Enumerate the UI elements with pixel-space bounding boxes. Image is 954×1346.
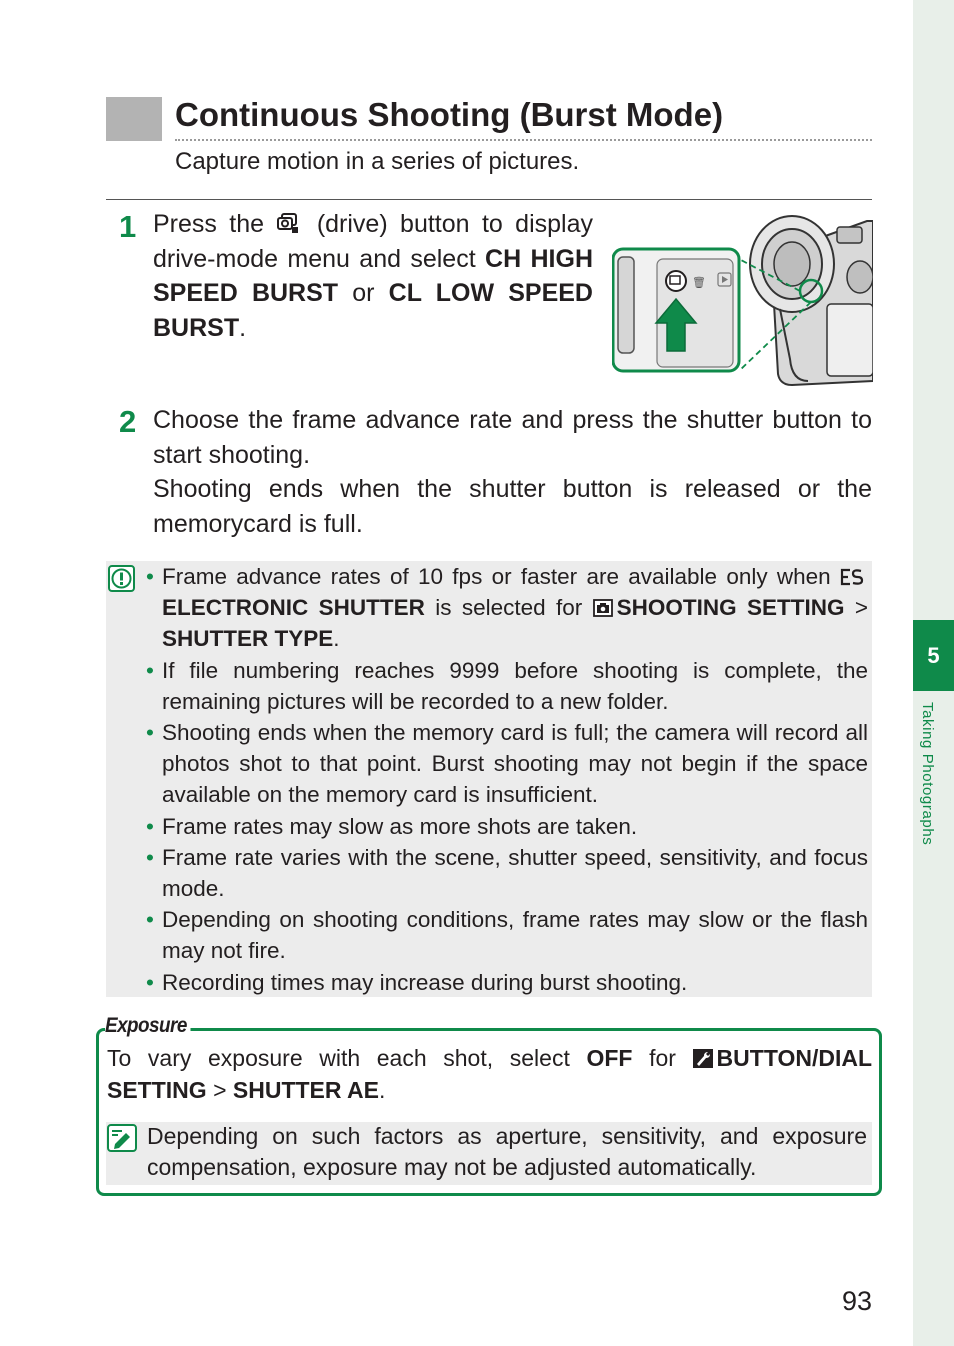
caution-item-text: is selected for bbox=[435, 595, 583, 621]
exposure-text bbox=[107, 1042, 872, 1106]
exposure-heading: Exposure bbox=[105, 1013, 190, 1039]
page-subtitle: Capture motion in a series of pictures. bbox=[175, 148, 580, 175]
caution-icon bbox=[108, 565, 135, 592]
off-label: OFF bbox=[586, 1045, 633, 1071]
page-number: 93 bbox=[841, 1286, 872, 1316]
chapter-title-label: Taking Photographs bbox=[919, 702, 936, 846]
step-2-number: 2 bbox=[119, 404, 137, 439]
chapter-title bbox=[906, 702, 946, 902]
page-title: Continuous Shooting (Burst Mode) bbox=[175, 96, 724, 133]
camera-menu-icon bbox=[593, 599, 613, 617]
note-icon bbox=[107, 1124, 137, 1152]
step-2-paragraph-2: Shooting ends when the shutter button is released or the memorycard is full. bbox=[153, 475, 872, 538]
title-marker-block bbox=[106, 97, 162, 141]
shooting-setting-label: SHOOTING SETTING bbox=[616, 595, 845, 621]
step-1-text bbox=[153, 207, 593, 345]
caution-item bbox=[146, 561, 868, 655]
step-1-text-b: (drive) button to display drive-mode menu and select bbox=[153, 210, 593, 273]
es-icon bbox=[840, 568, 864, 586]
shutter-ae-label: SHUTTER AE bbox=[232, 1077, 379, 1103]
exposure-text-a: To vary exposure with each shot, select bbox=[107, 1045, 570, 1071]
caution-item: • Frame rate varies with the scene, shutter speed, sensitivity, and focus mode. bbox=[146, 842, 868, 904]
title-divider bbox=[175, 139, 872, 141]
shutter-type-label: SHUTTER TYPE bbox=[162, 626, 334, 652]
caution-item: • Frame rates may slow as more shots are taken. bbox=[146, 811, 868, 842]
button-dial-setting-label: BUTTON/DIAL SETTING bbox=[107, 1045, 872, 1103]
electronic-shutter-label: ELECTRONIC SHUTTER bbox=[162, 595, 425, 621]
caution-item: • Depending on shooting conditions, frame rates may slow or the flash may not fire. bbox=[146, 904, 868, 966]
exposure-separator: > bbox=[213, 1077, 227, 1103]
caution-separator: > bbox=[854, 595, 868, 621]
camera-drive-button-illustration bbox=[612, 209, 873, 390]
svg-text:🗑: 🗑 bbox=[692, 276, 706, 289]
step-1-text-d: . bbox=[239, 313, 247, 342]
caution-item-text: . bbox=[333, 626, 340, 652]
step-1-text-a: Press the bbox=[153, 210, 265, 238]
exposure-text-b: for bbox=[649, 1045, 676, 1071]
caution-item: • Shooting ends when the memory card is full; the camera will record all photos shot to that point. Burst shooting may not begin if the space available on the memory card is insufficient. bbox=[146, 717, 868, 811]
caution-item: • If file numbering reaches 9999 before shooting is complete, the remaining pictures will be recorded to a new folder. bbox=[146, 655, 868, 717]
exposure-text-c: . bbox=[379, 1077, 386, 1103]
chapter-tab[interactable]: 5 bbox=[913, 620, 954, 691]
cl-low-speed-burst-label: CL LOW SPEED BURST bbox=[153, 279, 593, 342]
step-2-paragraph-1: Choose the frame advance rate and press the shutter button to start shooting. bbox=[153, 406, 872, 469]
step-1-text-c: or bbox=[352, 279, 375, 307]
step-1-number: 1 bbox=[119, 209, 137, 244]
note-text: Depending on such factors as aperture, sensitivity, and exposure compensation, exposure may not be adjusted automatically. bbox=[147, 1123, 867, 1180]
caution-item: • Recording times may increase during burst shooting. bbox=[146, 967, 868, 998]
caution-item-text: Frame advance rates of 10 fps or faster are available only when bbox=[162, 564, 831, 589]
drive-button-icon bbox=[276, 212, 300, 234]
wrench-menu-icon bbox=[693, 1049, 713, 1068]
ch-high-speed-burst-label: CH HIGH SPEED BURST bbox=[153, 244, 593, 307]
caution-list bbox=[146, 561, 868, 998]
step-2-text bbox=[153, 403, 872, 541]
intro-divider bbox=[106, 199, 872, 200]
